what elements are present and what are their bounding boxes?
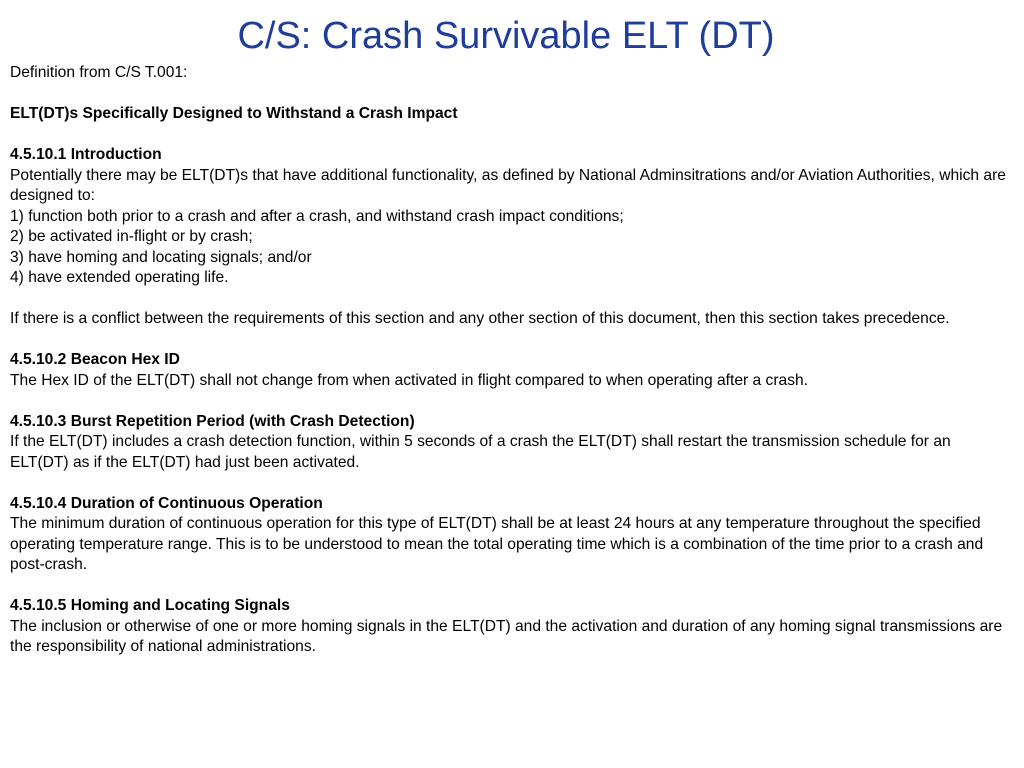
- section-heading-homing: 4.5.10.5 Homing and Locating Signals: [10, 597, 290, 614]
- section-heading-introduction: 4.5.10.1 Introduction: [10, 146, 162, 163]
- section-heading-burst: 4.5.10.3 Burst Repetition Period (with Crash Detection): [10, 412, 415, 430]
- main-heading: ELT(DT)s Specifically Designed to Withstand a Crash Impact: [10, 105, 458, 122]
- slide-body: [10, 63, 1010, 658]
- spacer: [10, 391, 1010, 412]
- spacer: [10, 473, 1010, 494]
- homing-paragraph: The inclusion or otherwise of one or more homing signals in the ELT(DT) and the activation and duration of any homing signal transmissions are the responsibility of national administrations.: [10, 617, 1003, 655]
- duration-paragraph: The minimum duration of continuous operation for this type of ELT(DT) shall be at least 24 hours at any temperature throughout the specified operating temperature range. This is to be understood to mean the total operating time which is a combination of the time prior to a crash and post-crash.: [10, 515, 984, 573]
- section-heading-hex-id: 4.5.10.2 Beacon Hex ID: [10, 351, 180, 368]
- spacer: [10, 125, 1010, 146]
- spacer: [10, 576, 1010, 597]
- conflict-paragraph: If there is a conflict between the requirements of this section and any other section of this document, then this section takes precedence.: [10, 310, 950, 327]
- intro-paragraph: Potentially there may be ELT(DT)s that have additional functionality, as defined by National Adminsitrations and/or Aviation Authorities, which are designed to:: [10, 166, 1006, 204]
- spacer: [10, 289, 1010, 310]
- section-heading-duration: 4.5.10.4 Duration of Continuous Operation: [10, 494, 323, 512]
- spacer: [10, 84, 1010, 105]
- hex-id-paragraph: The Hex ID of the ELT(DT) shall not change from when activated in flight compared to when operating after a crash.: [10, 371, 808, 389]
- intro-list-item-4: 4) have extended operating life.: [10, 269, 229, 286]
- burst-paragraph: If the ELT(DT) includes a crash detection function, within 5 seconds of a crash the ELT(DT) shall restart the transmission schedule for an ELT(DT) as if the ELT(DT) had just been activated.: [10, 433, 951, 471]
- slide-title: C/S: Crash Survivable ELT (DT): [237, 15, 775, 57]
- spacer: [10, 330, 1010, 351]
- intro-list-item-2: 2) be activated in-flight or by crash;: [10, 228, 253, 245]
- definition-line: Definition from C/S T.001:: [10, 64, 188, 81]
- intro-list-item-3: 3) have homing and locating signals; and/or: [10, 248, 312, 266]
- intro-list-item-1: 1) function both prior to a crash and after a crash, and withstand crash impact conditions;: [10, 207, 624, 225]
